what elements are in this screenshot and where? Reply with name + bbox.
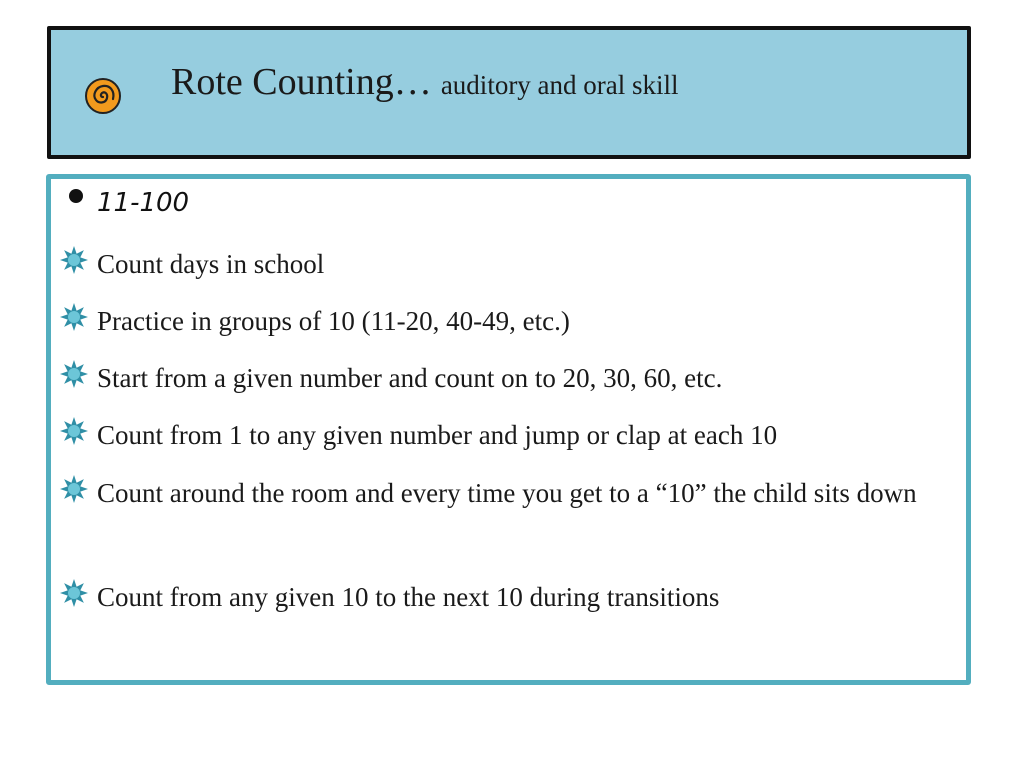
content-box	[46, 174, 971, 685]
list-item-text: Count from 1 to any given number and jump or clap at each 10	[97, 420, 778, 450]
list-item-text: Count from any given 10 to the next 10 during transitions	[97, 582, 720, 612]
starburst-bullet-icon	[59, 578, 89, 608]
list-item-text: Start from a given number and count on to 20, 30, 60, etc.	[97, 363, 723, 393]
bullet-dot-icon	[59, 183, 89, 213]
title-main: Rote Counting…	[171, 61, 432, 103]
page-title	[171, 60, 679, 104]
list-item-text: Count days in school	[97, 249, 325, 279]
starburst-bullet-icon	[59, 302, 89, 332]
list-item-text: Count around the room and every time you get to a “10” the child sits down	[97, 478, 917, 508]
heading-text: 11-100	[97, 188, 190, 218]
swirl-icon	[83, 76, 123, 116]
list-item-text: Practice in groups of 10 (11-20, 40-49, etc.)	[97, 306, 570, 336]
title-box	[47, 26, 971, 159]
starburst-bullet-icon	[59, 416, 89, 446]
title-subtitle: auditory and oral skill	[440, 70, 679, 100]
starburst-bullet-icon	[59, 474, 89, 504]
starburst-bullet-icon	[59, 359, 89, 389]
starburst-bullet-icon	[59, 245, 89, 275]
